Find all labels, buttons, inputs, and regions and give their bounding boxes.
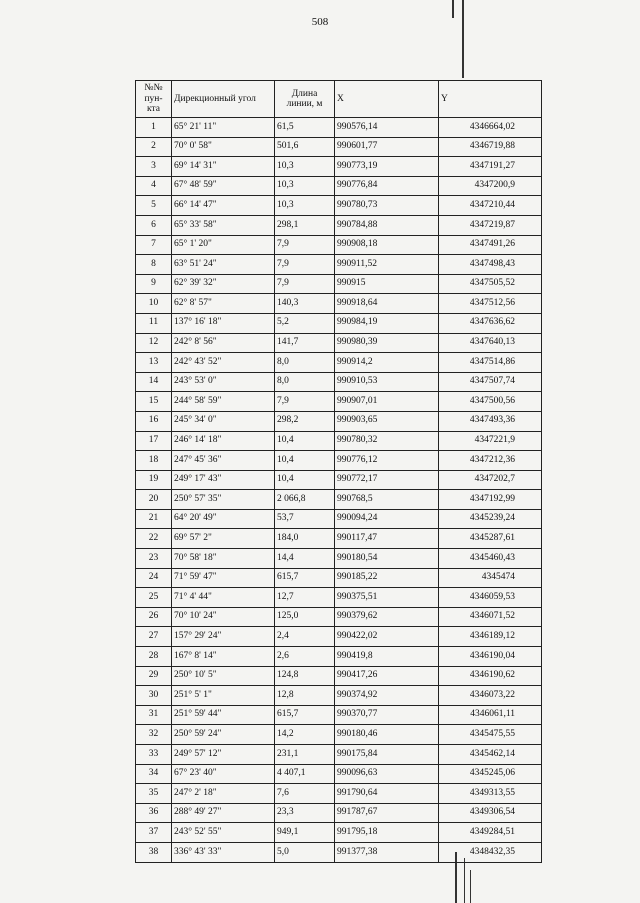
cell-line-length: 61,5 xyxy=(275,118,335,138)
cell-point-number: 11 xyxy=(136,313,172,333)
cell-x: 990980,39 xyxy=(335,333,439,353)
cell-x: 990180,54 xyxy=(335,549,439,569)
table-row xyxy=(136,705,542,725)
cell-direction-angle: 64° 20' 49" xyxy=(172,509,275,529)
cell-point-number: 5 xyxy=(136,196,172,216)
table-row xyxy=(136,529,542,549)
cell-x: 990576,14 xyxy=(335,118,439,138)
cell-y: 4346719,88 xyxy=(439,137,542,157)
cell-line-length: 53,7 xyxy=(275,509,335,529)
cell-point-number: 18 xyxy=(136,451,172,471)
cell-line-length: 5,2 xyxy=(275,313,335,333)
cell-y: 4347640,13 xyxy=(439,333,542,353)
cell-x: 991787,67 xyxy=(335,803,439,823)
table-row xyxy=(136,157,542,177)
cell-x: 990117,47 xyxy=(335,529,439,549)
cell-x: 990780,73 xyxy=(335,196,439,216)
table-row xyxy=(136,823,542,843)
cell-x: 990784,88 xyxy=(335,215,439,235)
table-row xyxy=(136,764,542,784)
table-row xyxy=(136,118,542,138)
cell-y: 4349284,51 xyxy=(439,823,542,843)
cell-line-length: 23,3 xyxy=(275,803,335,823)
cell-direction-angle: 70° 58' 18" xyxy=(172,549,275,569)
cell-direction-angle: 251° 5' 1" xyxy=(172,686,275,706)
cell-direction-angle: 245° 34' 0" xyxy=(172,411,275,431)
table-row xyxy=(136,431,542,451)
table-row xyxy=(136,588,542,608)
cell-line-length: 298,2 xyxy=(275,411,335,431)
cell-y: 4347210,44 xyxy=(439,196,542,216)
table-row xyxy=(136,842,542,862)
cell-line-length: 949,1 xyxy=(275,823,335,843)
cell-y: 4347498,43 xyxy=(439,255,542,275)
cell-x: 990601,77 xyxy=(335,137,439,157)
cell-line-length: 10,3 xyxy=(275,196,335,216)
cell-x: 990908,18 xyxy=(335,235,439,255)
cell-line-length: 2,6 xyxy=(275,647,335,667)
cell-x: 990175,84 xyxy=(335,745,439,765)
cell-y: 4347512,56 xyxy=(439,294,542,314)
cell-point-number: 24 xyxy=(136,568,172,588)
cell-direction-angle: 67° 48' 59" xyxy=(172,176,275,196)
cell-x: 990776,12 xyxy=(335,451,439,471)
cell-direction-angle: 71° 59' 47" xyxy=(172,568,275,588)
cell-direction-angle: 246° 14' 18" xyxy=(172,431,275,451)
cell-y: 4347219,87 xyxy=(439,215,542,235)
cell-point-number: 2 xyxy=(136,137,172,157)
cell-point-number: 14 xyxy=(136,372,172,392)
table-row xyxy=(136,686,542,706)
cell-y: 4346664,02 xyxy=(439,118,542,138)
cell-line-length: 124,8 xyxy=(275,666,335,686)
cell-direction-angle: 242° 43' 52" xyxy=(172,353,275,373)
cell-line-length: 615,7 xyxy=(275,705,335,725)
cell-point-number: 4 xyxy=(136,176,172,196)
cell-line-length: 12,8 xyxy=(275,686,335,706)
cell-y: 4347200,9 xyxy=(439,176,542,196)
cell-y: 4347514,86 xyxy=(439,353,542,373)
cell-x: 990773,19 xyxy=(335,157,439,177)
table-row xyxy=(136,411,542,431)
cell-y: 4347507,74 xyxy=(439,372,542,392)
cell-x: 990772,17 xyxy=(335,470,439,490)
cell-point-number: 33 xyxy=(136,745,172,765)
cell-point-number: 16 xyxy=(136,411,172,431)
cell-x: 990370,77 xyxy=(335,705,439,725)
cell-y: 4346190,04 xyxy=(439,647,542,667)
cell-point-number: 7 xyxy=(136,235,172,255)
cell-direction-angle: 244° 58' 59" xyxy=(172,392,275,412)
cell-direction-angle: 70° 10' 24" xyxy=(172,607,275,627)
cell-direction-angle: 249° 57' 12" xyxy=(172,745,275,765)
cell-line-length: 7,9 xyxy=(275,274,335,294)
table-row xyxy=(136,372,542,392)
cell-x: 990911,52 xyxy=(335,255,439,275)
cell-x: 990918,64 xyxy=(335,294,439,314)
cell-y: 4349313,55 xyxy=(439,784,542,804)
table-row xyxy=(136,313,542,333)
table-row xyxy=(136,627,542,647)
cell-y: 4345462,14 xyxy=(439,745,542,765)
cell-point-number: 38 xyxy=(136,842,172,862)
cell-point-number: 6 xyxy=(136,215,172,235)
scan-artifact-line xyxy=(464,858,465,903)
cell-y: 4347221,9 xyxy=(439,431,542,451)
cell-y: 4346190,62 xyxy=(439,666,542,686)
cell-y: 4345245,06 xyxy=(439,764,542,784)
cell-point-number: 21 xyxy=(136,509,172,529)
cell-y: 4345474 xyxy=(439,568,542,588)
cell-y: 4349306,54 xyxy=(439,803,542,823)
page-number: 508 xyxy=(311,16,329,28)
cell-line-length: 10,4 xyxy=(275,470,335,490)
cell-direction-angle: 167° 8' 14" xyxy=(172,647,275,667)
table-row xyxy=(136,294,542,314)
cell-point-number: 22 xyxy=(136,529,172,549)
cell-point-number: 9 xyxy=(136,274,172,294)
cell-line-length: 2,4 xyxy=(275,627,335,647)
cell-direction-angle: 247° 45' 36" xyxy=(172,451,275,471)
cell-point-number: 23 xyxy=(136,549,172,569)
table-row xyxy=(136,353,542,373)
cell-x: 990768,5 xyxy=(335,490,439,510)
cell-line-length: 2 066,8 xyxy=(275,490,335,510)
cell-direction-angle: 157° 29' 24" xyxy=(172,627,275,647)
cell-direction-angle: 250° 57' 35" xyxy=(172,490,275,510)
cell-point-number: 13 xyxy=(136,353,172,373)
cell-line-length: 7,9 xyxy=(275,255,335,275)
cell-point-number: 15 xyxy=(136,392,172,412)
cell-direction-angle: 70° 0' 58" xyxy=(172,137,275,157)
cell-direction-angle: 137° 16' 18" xyxy=(172,313,275,333)
header-point-number: №№ пун-кта xyxy=(136,81,172,118)
table-row xyxy=(136,235,542,255)
cell-y: 4348432,35 xyxy=(439,842,542,862)
cell-point-number: 36 xyxy=(136,803,172,823)
cell-point-number: 26 xyxy=(136,607,172,627)
table-row xyxy=(136,137,542,157)
cell-x: 990374,92 xyxy=(335,686,439,706)
cell-point-number: 8 xyxy=(136,255,172,275)
cell-point-number: 19 xyxy=(136,470,172,490)
table-row xyxy=(136,784,542,804)
cell-line-length: 140,3 xyxy=(275,294,335,314)
cell-x: 990422,02 xyxy=(335,627,439,647)
cell-y: 4345460,43 xyxy=(439,549,542,569)
cell-point-number: 31 xyxy=(136,705,172,725)
cell-x: 991377,38 xyxy=(335,842,439,862)
cell-x: 990915 xyxy=(335,274,439,294)
cell-x: 990417,26 xyxy=(335,666,439,686)
table-row xyxy=(136,176,542,196)
cell-line-length: 10,3 xyxy=(275,176,335,196)
cell-line-length: 125,0 xyxy=(275,607,335,627)
cell-y: 4347636,62 xyxy=(439,313,542,333)
cell-line-length: 5,0 xyxy=(275,842,335,862)
table-row xyxy=(136,803,542,823)
cell-x: 990903,65 xyxy=(335,411,439,431)
cell-line-length: 7,6 xyxy=(275,784,335,804)
cell-direction-angle: 69° 14' 31" xyxy=(172,157,275,177)
cell-line-length: 615,7 xyxy=(275,568,335,588)
cell-x: 990914,2 xyxy=(335,353,439,373)
cell-direction-angle: 242° 8' 56" xyxy=(172,333,275,353)
cell-y: 4346073,22 xyxy=(439,686,542,706)
cell-y: 4345287,61 xyxy=(439,529,542,549)
table-row xyxy=(136,725,542,745)
cell-x: 990419,8 xyxy=(335,647,439,667)
cell-line-length: 8,0 xyxy=(275,353,335,373)
cell-line-length: 14,4 xyxy=(275,549,335,569)
table-row xyxy=(136,392,542,412)
cell-x: 990907,01 xyxy=(335,392,439,412)
cell-line-length: 10,4 xyxy=(275,431,335,451)
cell-direction-angle: 66° 14' 47" xyxy=(172,196,275,216)
header-x: X xyxy=(335,81,439,118)
cell-point-number: 12 xyxy=(136,333,172,353)
cell-x: 990984,19 xyxy=(335,313,439,333)
table-row xyxy=(136,274,542,294)
cell-point-number: 17 xyxy=(136,431,172,451)
cell-y: 4347491,26 xyxy=(439,235,542,255)
cell-direction-angle: 67° 23' 40" xyxy=(172,764,275,784)
cell-y: 4347202,7 xyxy=(439,470,542,490)
cell-point-number: 29 xyxy=(136,666,172,686)
table-row xyxy=(136,509,542,529)
cell-direction-angle: 69° 57' 2" xyxy=(172,529,275,549)
table-row xyxy=(136,666,542,686)
cell-line-length: 4 407,1 xyxy=(275,764,335,784)
cell-y: 4347192,99 xyxy=(439,490,542,510)
cell-line-length: 7,9 xyxy=(275,392,335,412)
cell-point-number: 20 xyxy=(136,490,172,510)
coordinates-table xyxy=(135,80,542,863)
table-row xyxy=(136,215,542,235)
scan-artifact-line xyxy=(462,0,464,78)
cell-direction-angle: 63° 51' 24" xyxy=(172,255,275,275)
cell-x: 990180,46 xyxy=(335,725,439,745)
cell-y: 4347500,56 xyxy=(439,392,542,412)
cell-line-length: 14,2 xyxy=(275,725,335,745)
cell-y: 4346071,52 xyxy=(439,607,542,627)
scan-artifact-line xyxy=(452,0,454,18)
cell-y: 4347212,36 xyxy=(439,451,542,471)
cell-y: 4346189,12 xyxy=(439,627,542,647)
table-row xyxy=(136,745,542,765)
table-row xyxy=(136,607,542,627)
cell-point-number: 35 xyxy=(136,784,172,804)
table-row xyxy=(136,568,542,588)
table-row xyxy=(136,255,542,275)
cell-x: 990094,24 xyxy=(335,509,439,529)
cell-point-number: 1 xyxy=(136,118,172,138)
table-row xyxy=(136,549,542,569)
header-line-length: Длина линии, м xyxy=(275,81,335,118)
table-row xyxy=(136,470,542,490)
cell-y: 4346059,53 xyxy=(439,588,542,608)
cell-line-length: 184,0 xyxy=(275,529,335,549)
cell-y: 4347493,36 xyxy=(439,411,542,431)
cell-y: 4346061,11 xyxy=(439,705,542,725)
cell-direction-angle: 247° 2' 18" xyxy=(172,784,275,804)
cell-direction-angle: 65° 21' 11" xyxy=(172,118,275,138)
cell-line-length: 12,7 xyxy=(275,588,335,608)
cell-y: 4345239,24 xyxy=(439,509,542,529)
cell-direction-angle: 62° 8' 57" xyxy=(172,294,275,314)
table-row xyxy=(136,333,542,353)
cell-y: 4347191,27 xyxy=(439,157,542,177)
cell-x: 990910,53 xyxy=(335,372,439,392)
cell-line-length: 10,3 xyxy=(275,157,335,177)
cell-y: 4347505,52 xyxy=(439,274,542,294)
cell-direction-angle: 336° 43' 33" xyxy=(172,842,275,862)
cell-x: 991790,64 xyxy=(335,784,439,804)
cell-point-number: 10 xyxy=(136,294,172,314)
cell-line-length: 10,4 xyxy=(275,451,335,471)
cell-x: 991795,18 xyxy=(335,823,439,843)
cell-point-number: 28 xyxy=(136,647,172,667)
cell-direction-angle: 250° 59' 24" xyxy=(172,725,275,745)
cell-point-number: 25 xyxy=(136,588,172,608)
cell-direction-angle: 62° 39' 32" xyxy=(172,274,275,294)
table-row xyxy=(136,451,542,471)
cell-x: 990096,63 xyxy=(335,764,439,784)
table-body xyxy=(136,118,542,863)
scan-artifact-line xyxy=(470,870,471,903)
cell-point-number: 3 xyxy=(136,157,172,177)
table-row xyxy=(136,196,542,216)
cell-point-number: 32 xyxy=(136,725,172,745)
cell-direction-angle: 71° 4' 44" xyxy=(172,588,275,608)
cell-point-number: 37 xyxy=(136,823,172,843)
table-row xyxy=(136,647,542,667)
cell-x: 990379,62 xyxy=(335,607,439,627)
cell-x: 990780,32 xyxy=(335,431,439,451)
cell-y: 4345475,55 xyxy=(439,725,542,745)
cell-direction-angle: 243° 53' 0" xyxy=(172,372,275,392)
cell-direction-angle: 249° 17' 43" xyxy=(172,470,275,490)
cell-x: 990185,22 xyxy=(335,568,439,588)
header-y: Y xyxy=(439,81,542,118)
cell-direction-angle: 288° 49' 27" xyxy=(172,803,275,823)
table-row xyxy=(136,490,542,510)
cell-point-number: 27 xyxy=(136,627,172,647)
cell-direction-angle: 250° 10' 5" xyxy=(172,666,275,686)
cell-x: 990375,51 xyxy=(335,588,439,608)
cell-point-number: 34 xyxy=(136,764,172,784)
cell-line-length: 7,9 xyxy=(275,235,335,255)
header-direction-angle: Дирекционный угол xyxy=(172,81,275,118)
cell-line-length: 141,7 xyxy=(275,333,335,353)
cell-line-length: 231,1 xyxy=(275,745,335,765)
cell-direction-angle: 243° 52' 55" xyxy=(172,823,275,843)
cell-direction-angle: 65° 33' 58" xyxy=(172,215,275,235)
cell-line-length: 8,0 xyxy=(275,372,335,392)
cell-point-number: 30 xyxy=(136,686,172,706)
cell-direction-angle: 251° 59' 44" xyxy=(172,705,275,725)
cell-direction-angle: 65° 1' 20" xyxy=(172,235,275,255)
cell-x: 990776,84 xyxy=(335,176,439,196)
cell-line-length: 298,1 xyxy=(275,215,335,235)
table-header-row xyxy=(136,81,542,118)
cell-line-length: 501,6 xyxy=(275,137,335,157)
